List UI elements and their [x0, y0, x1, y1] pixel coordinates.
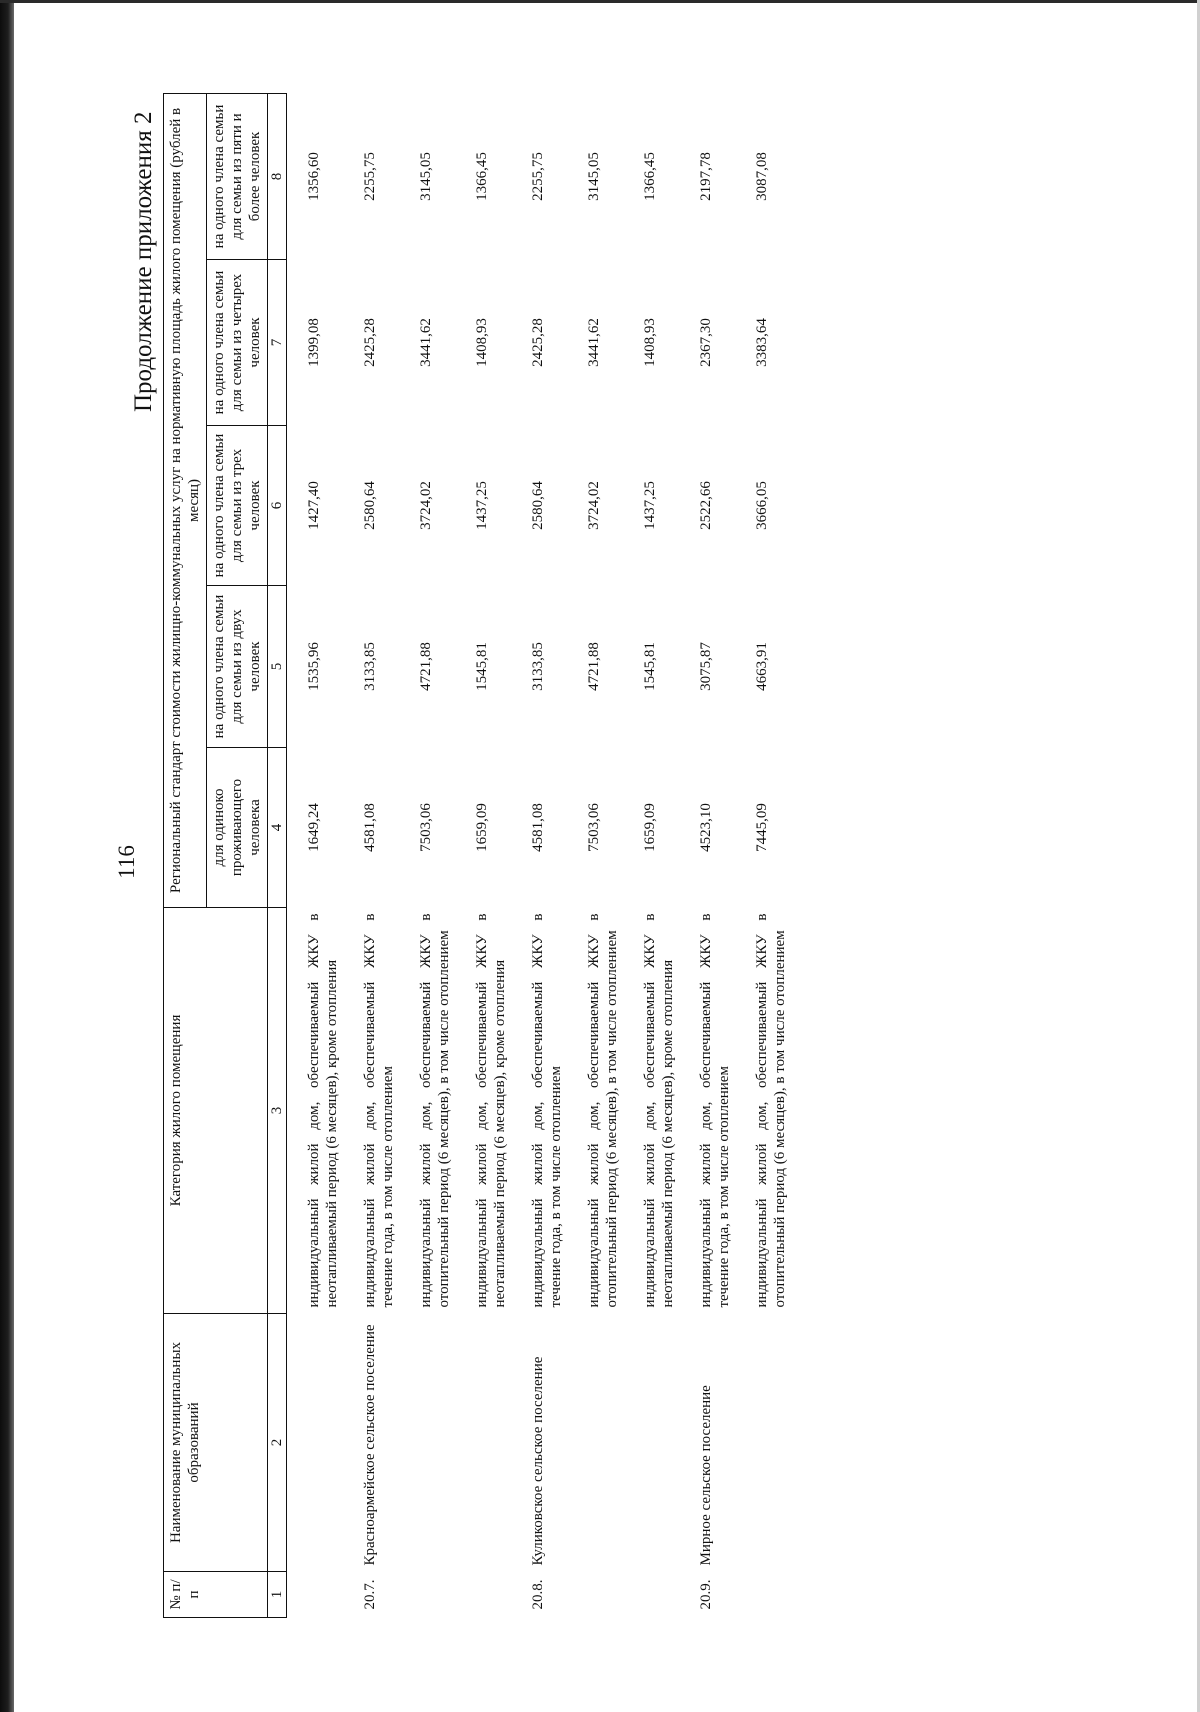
- municipality-name: [747, 1314, 803, 1572]
- municipality-name: Куликовское сельское поселение: [530, 1356, 546, 1566]
- housing-category: индивидуальный жилой дом, обеспечиваемый ЖКУ в отопительный период (6 месяцев), в том числе отоплением: [418, 913, 452, 1308]
- municipality-name: [411, 1314, 467, 1572]
- standard-value: 1659,09: [642, 803, 658, 852]
- table-row: [691, 93, 747, 1617]
- standard-value: 1659,09: [474, 803, 490, 852]
- municipality-name: [467, 1314, 523, 1572]
- standard-value: 3145,05: [586, 152, 602, 201]
- housing-category: индивидуальный жилой дом, обеспечиваемый ЖКУ в неотапливаемый период (6 месяцев), кроме отопления: [642, 913, 676, 1308]
- standard-value: 2580,64: [362, 481, 378, 530]
- standard-value: 4581,08: [362, 803, 378, 852]
- municipality-name: [579, 1314, 635, 1572]
- header-sub-four: на одного члена семьи для семьи из четырех человек: [207, 260, 268, 426]
- table-row: [355, 93, 411, 1617]
- standard-value: 1437,25: [474, 481, 490, 530]
- housing-category: индивидуальный жилой дом, обеспечиваемый ЖКУ в течение года, в том числе отоплением: [698, 913, 732, 1308]
- standard-value: 2197,78: [698, 152, 714, 201]
- standard-value: 4721,88: [418, 642, 434, 691]
- standard-value: 2580,64: [530, 481, 546, 530]
- row-number: 20.8.: [530, 1579, 546, 1610]
- standard-value: 3075,87: [698, 642, 714, 691]
- housing-standard-table: [163, 93, 803, 1618]
- standard-value: 1649,24: [306, 803, 322, 852]
- housing-category: индивидуальный жилой дом, обеспечиваемый ЖКУ в неотапливаемый период (6 месяцев), кроме отопления: [306, 913, 340, 1308]
- table-row: [747, 93, 803, 1617]
- standard-value: 1399,08: [306, 318, 322, 367]
- standard-value: 7503,06: [418, 803, 434, 852]
- row-number: [635, 1572, 691, 1618]
- table-body: [287, 93, 804, 1617]
- header-name: Наименование муниципальных образований: [164, 1314, 268, 1572]
- standard-value: 4581,08: [530, 803, 546, 852]
- standard-value: 1356,60: [306, 152, 322, 201]
- standard-value: 1427,40: [306, 481, 322, 530]
- row-number: [287, 1572, 356, 1618]
- standard-value: 4721,88: [586, 642, 602, 691]
- column-number-row: [268, 93, 287, 1617]
- row-number: [467, 1572, 523, 1618]
- column-number: 8: [268, 93, 287, 259]
- standard-value: 3133,85: [530, 642, 546, 691]
- standard-value: 3724,02: [418, 481, 434, 530]
- municipality-name: [635, 1314, 691, 1572]
- standard-value: 3087,08: [754, 152, 770, 201]
- standard-value: 1408,93: [474, 318, 490, 367]
- standard-value: 7503,06: [586, 803, 602, 852]
- standard-value: 1535,96: [306, 642, 322, 691]
- housing-category: индивидуальный жилой дом, обеспечиваемый ЖКУ в течение года, в том числе отоплением: [362, 913, 396, 1308]
- column-number: 4: [268, 748, 287, 908]
- standard-value: 4663,91: [754, 642, 770, 691]
- row-number: [411, 1572, 467, 1618]
- header-sub-two: на одного члена семьи для семьи из двух человек: [207, 586, 268, 748]
- table-row: [467, 93, 523, 1617]
- standard-value: 3145,05: [418, 152, 434, 201]
- row-number: 20.7.: [362, 1579, 378, 1610]
- header-sub-five-plus: на одного члена семьи для семьи из пяти и более человек: [207, 93, 268, 259]
- standard-value: 1545,81: [474, 642, 490, 691]
- housing-category: индивидуальный жилой дом, обеспечиваемый ЖКУ в течение года, в том числе отоплением: [530, 913, 564, 1308]
- standard-value: 3383,64: [754, 318, 770, 367]
- row-number: 20.9.: [698, 1579, 714, 1610]
- standard-value: 3133,85: [362, 642, 378, 691]
- continuation-title: Продолжение приложения 2: [130, 111, 157, 412]
- municipality-name: [287, 1314, 356, 1572]
- housing-category: индивидуальный жилой дом, обеспечиваемый ЖКУ в отопительный период (6 месяцев), в том числе отоплением: [586, 913, 620, 1308]
- header-sub-single: для одиноко проживающего человека: [207, 748, 268, 908]
- page-number: 116: [114, 845, 139, 879]
- standard-value: 2367,30: [698, 318, 714, 367]
- header-sub-three: на одного члена семьи для семьи из трех человек: [207, 426, 268, 586]
- standard-value: 3441,62: [418, 318, 434, 367]
- table-row: [579, 93, 635, 1617]
- column-number: 1: [268, 1572, 287, 1618]
- header-standard: Региональный стандарт стоимости жилищно-коммунальных услуг на нормативную площадь жилого помещения (рублей в месяц): [164, 93, 207, 907]
- table-row: [287, 93, 356, 1617]
- municipality-name: Красноармейское сельское поселение: [362, 1324, 378, 1566]
- standard-value: 2425,28: [530, 318, 546, 367]
- row-number: [579, 1572, 635, 1618]
- table-row: [523, 93, 579, 1617]
- housing-category: индивидуальный жилой дом, обеспечиваемый ЖКУ в отопительный период (6 месяцев), в том числе отоплением: [754, 913, 788, 1308]
- standard-value: 3724,02: [586, 481, 602, 530]
- standard-value: 1408,93: [642, 318, 658, 367]
- column-number: 3: [268, 908, 287, 1314]
- standard-value: 7445,09: [754, 803, 770, 852]
- standard-value: 2425,28: [362, 318, 378, 367]
- standard-value: 1545,81: [642, 642, 658, 691]
- housing-category: индивидуальный жилой дом, обеспечиваемый ЖКУ в неотапливаемый период (6 месяцев), кроме отопления: [474, 913, 508, 1308]
- standard-value: 3441,62: [586, 318, 602, 367]
- column-number: 7: [268, 260, 287, 426]
- row-number: [747, 1572, 803, 1618]
- standard-value: 1366,45: [642, 152, 658, 201]
- header-num: № п/п: [164, 1572, 268, 1618]
- table-row: [411, 93, 467, 1617]
- standard-value: 2255,75: [530, 152, 546, 201]
- column-number: 6: [268, 426, 287, 586]
- standard-value: 1366,45: [474, 152, 490, 201]
- municipality-name: Мирное сельское поселение: [698, 1385, 714, 1566]
- header-category: Категория жилого помещения: [164, 908, 268, 1314]
- column-number: 2: [268, 1314, 287, 1572]
- standard-value: 2255,75: [362, 152, 378, 201]
- column-number: 5: [268, 586, 287, 748]
- standard-value: 1437,25: [642, 481, 658, 530]
- table-row: [635, 93, 691, 1617]
- standard-value: 3666,05: [754, 481, 770, 530]
- standard-value: 4523,10: [698, 803, 714, 852]
- standard-value: 2522,66: [698, 481, 714, 530]
